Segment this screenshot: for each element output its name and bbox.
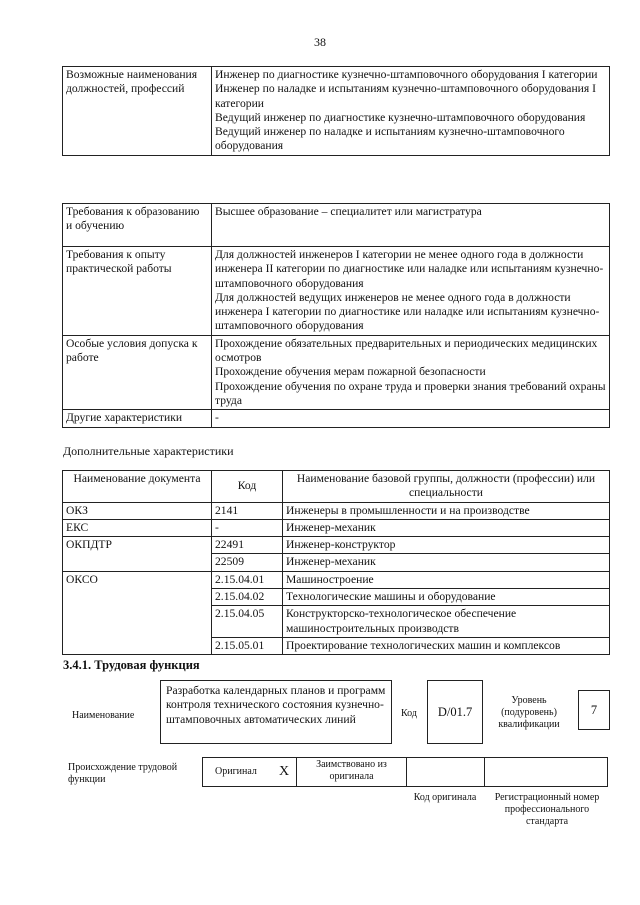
okso-name: Проектирование технологических машин и комплексов <box>283 637 610 654</box>
special-condition-item: Прохождение обучения по охране труда и проверки знания требований охраны труда <box>215 379 606 407</box>
eks-doc: ЕКС <box>63 519 212 536</box>
okpdtr-name: Инженер-механик <box>283 554 610 571</box>
header-code: Код <box>212 471 283 503</box>
education-label: Требования к образованию и обучению <box>63 204 212 247</box>
special-conditions-label: Особые условия допуска к работе <box>63 335 212 409</box>
original-mark: X <box>279 764 290 779</box>
lf-name-label: Наименование <box>72 710 135 721</box>
position-item: Инженер по наладке и испытаниям кузнечно-штамповочного оборудования I категории <box>215 82 596 110</box>
positions-table <box>62 66 610 156</box>
borrowed-label: Заимствовано из оригинала <box>316 759 387 782</box>
special-condition-item: Прохождение обязательных предварительных и периодических медицинских осмотров <box>215 336 598 365</box>
positions-list <box>212 67 610 156</box>
origin-row <box>202 757 608 787</box>
divider <box>406 758 407 786</box>
okz-name: Инженеры в промышленности и на производстве <box>283 502 610 519</box>
position-item: Ведущий инженер по наладке и испытаниям кузнечно-штамповочного оборудования <box>215 125 565 153</box>
lf-level-value: 7 <box>578 690 610 730</box>
additional-table <box>62 470 610 655</box>
okso-doc: ОКСО <box>63 571 212 654</box>
positions-label: Возможные наименования должностей, профессий <box>63 67 212 156</box>
other-label: Другие характеристики <box>63 410 212 427</box>
okpdtr-code: 22509 <box>212 554 283 571</box>
original-label: Оригинал <box>215 766 257 777</box>
experience-list <box>212 247 610 336</box>
lf-code-value: D/01.7 <box>427 680 483 744</box>
page-number: 38 <box>314 35 326 49</box>
special-condition-item: Прохождение обучения мерам пожарной безопасности <box>215 365 486 379</box>
divider <box>484 758 485 786</box>
eks-name: Инженер-механик <box>283 519 610 536</box>
position-item: Инженер по диагностике кузнечно-штамповочного оборудования I категории <box>215 68 598 81</box>
experience-label: Требования к опыту практической работы <box>63 247 212 336</box>
okso-code: 2.15.04.01 <box>212 571 283 588</box>
okso-code: 2.15.05.01 <box>212 637 283 654</box>
okso-name: Технологические машины и оборудование <box>283 589 610 606</box>
labor-function-heading: 3.4.1. Трудовая функция <box>63 658 200 672</box>
okso-code: 2.15.04.02 <box>212 589 283 606</box>
additional-title: Дополнительные характеристики <box>63 444 234 458</box>
eks-code: - <box>212 519 283 536</box>
okso-name: Машиностроение <box>283 571 610 588</box>
special-conditions-list <box>212 335 610 409</box>
education-value: Высшее образование – специалитет или магистратура <box>212 204 610 247</box>
okso-name: Конструкторско-технологическое обеспечение машиностроительных производств <box>283 606 610 638</box>
experience-item: Для должностей инженеров I категории не менее одного года в должности инженера II категории по диагностике или наладке или испытаниям кузнечно-штамповочного оборудования <box>215 248 604 290</box>
other-value: - <box>212 410 610 427</box>
okz-code: 2141 <box>212 502 283 519</box>
experience-item: Для должностей ведущих инженеров не менее одного года в должности инженера I категории по диагностике или наладке или испытаниям кузнечно-штамповочного оборудования <box>215 290 600 333</box>
okpdtr-code: 22491 <box>212 537 283 554</box>
origin-code-label: Код оригинала <box>413 792 477 803</box>
okpdtr-doc: ОКПДТР <box>63 537 212 572</box>
lf-origin-label: Происхождение трудовой функции <box>68 762 178 785</box>
position-item: Ведущий инженер по диагностике кузнечно-штамповочного оборудования <box>215 110 586 124</box>
okz-doc: ОКЗ <box>63 502 212 519</box>
header-name: Наименование базовой группы, должности (профессии) или специальности <box>283 471 610 503</box>
okso-code: 2.15.04.05 <box>212 606 283 638</box>
lf-code-label: Код <box>401 708 417 719</box>
lf-name-value: Разработка календарных планов и программ контроля технического состояния кузнечно-штамповочных автоматических линий <box>160 680 392 744</box>
requirements-table <box>62 203 610 428</box>
divider <box>296 758 297 786</box>
header-doc: Наименование документа <box>63 471 212 503</box>
okpdtr-name: Инженер-конструктор <box>283 537 610 554</box>
lf-level-label: Уровень (подуровень) квалификации <box>498 695 560 730</box>
reg-number-label: Регистрационный номер профессионального стандарта <box>494 792 600 827</box>
